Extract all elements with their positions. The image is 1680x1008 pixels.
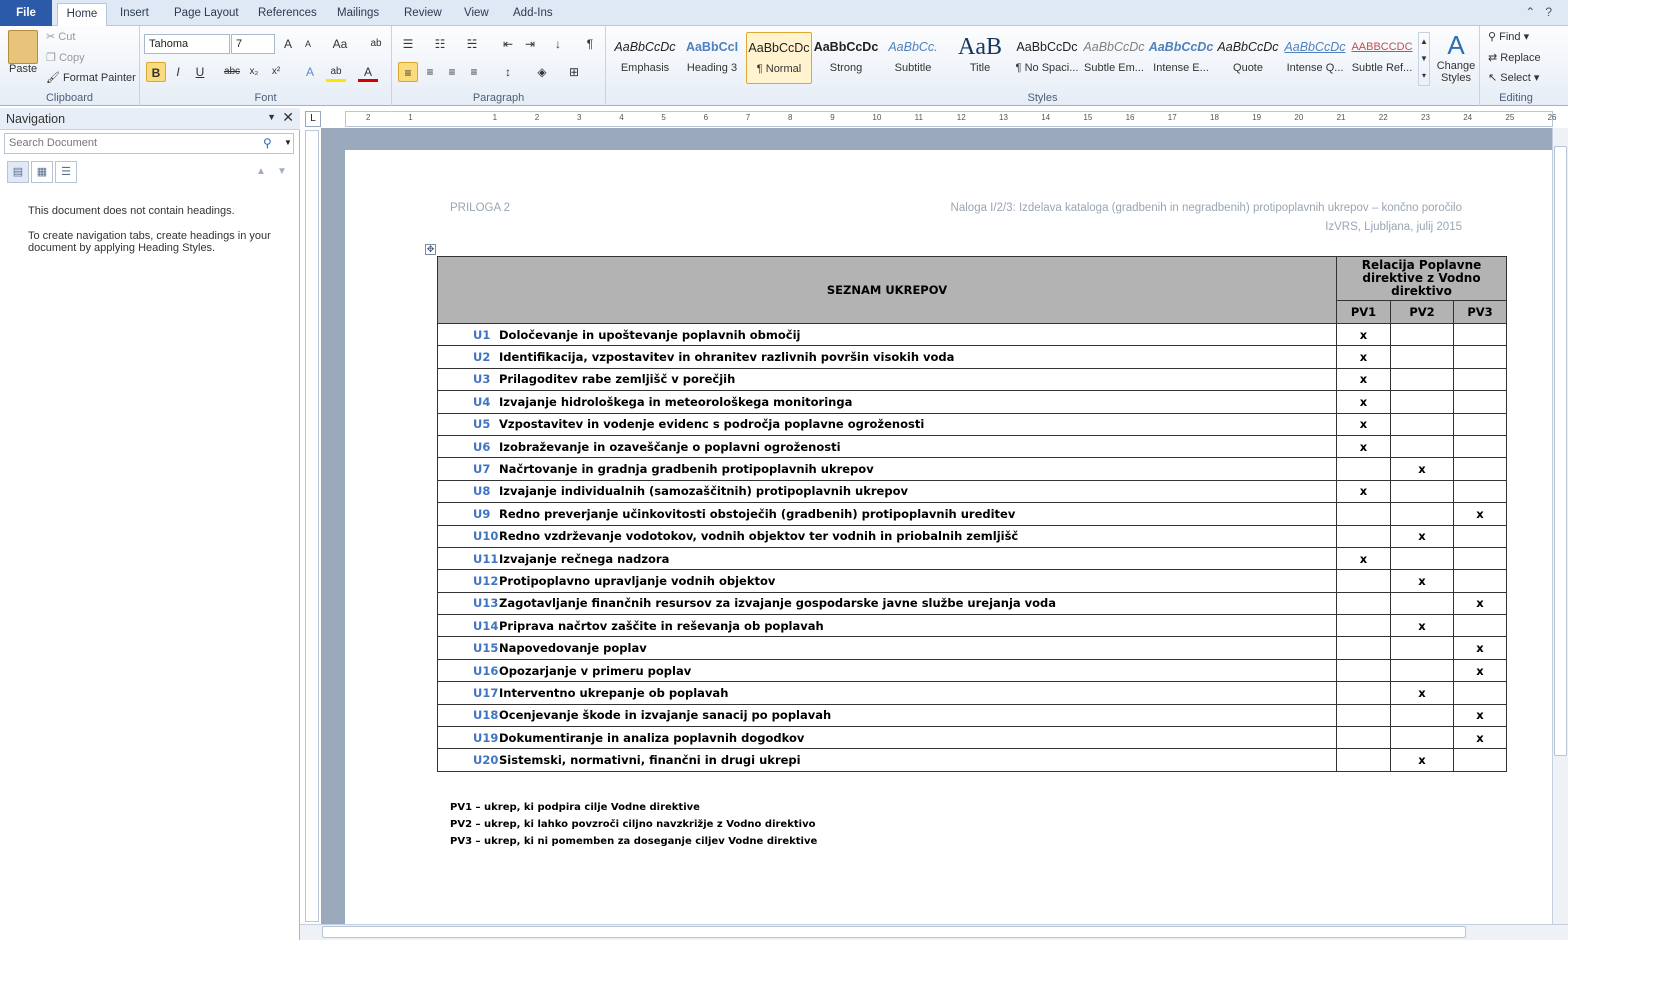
pv1-cell: x (1337, 346, 1391, 368)
style-subtle-emphasis[interactable]: AaBbCcDc Subtle Em... (1083, 40, 1145, 74)
close-icon[interactable]: ✕ (282, 109, 294, 125)
measure-code: U3 (473, 372, 491, 387)
pv2-cell (1391, 480, 1454, 502)
measure-cell (438, 458, 1337, 480)
justify-icon[interactable]: ≡ (470, 65, 478, 79)
pv3-cell (1454, 749, 1507, 771)
pv2-cell (1391, 659, 1454, 681)
pv1-header: PV1 (1337, 301, 1391, 324)
browse-headings-icon[interactable]: ▤ (7, 161, 29, 183)
tab-page-layout[interactable]: Page Layout (174, 7, 239, 19)
pv3-cell (1454, 458, 1507, 480)
ruler-tick: 3 (577, 113, 582, 122)
table-row (438, 704, 1507, 726)
ruler-tick: 16 (1125, 113, 1135, 122)
pv3-cell (1454, 391, 1507, 413)
measure-cell (438, 659, 1337, 681)
styles-scroll[interactable]: ▲ ▼ ▾ (1418, 32, 1430, 86)
ruler-tick: 9 (830, 113, 835, 122)
pv1-cell (1337, 704, 1391, 726)
measure-code: U10 (473, 529, 499, 544)
copy-icon: ❐ (46, 52, 56, 64)
document-page[interactable] (345, 150, 1552, 940)
measure-title: Izvajanje individualnih (samozaščitnih) protipoplavnih ukrepov (499, 484, 908, 499)
clipboard-group (0, 26, 140, 106)
measure-cell (438, 346, 1337, 368)
measure-title: Protipoplavno upravljanje vodnih objektov (499, 573, 776, 588)
pv3-cell: x (1454, 637, 1507, 659)
table-row (438, 615, 1507, 637)
measure-cell (438, 391, 1337, 413)
style-intense-quote[interactable]: AaBbCcDc Intense Q... (1284, 40, 1346, 74)
table-row (438, 391, 1507, 413)
ruler-tick: 14 (1041, 113, 1051, 122)
font-group (140, 26, 392, 106)
style-heading-3[interactable]: AaBbCcI Heading 3 (685, 40, 739, 74)
measure-title: Redno vzdrževanje vodotokov, vodnih objektov ter vodnih in priobalnih zemljišč (499, 529, 1019, 544)
align-center-icon[interactable]: ≡ (426, 65, 434, 79)
measure-cell (438, 525, 1337, 547)
ruler-tick: 10 (872, 113, 882, 122)
grow-font-icon[interactable]: A (283, 37, 292, 51)
search-input[interactable]: Search Document (4, 133, 294, 154)
pilcrow-icon[interactable]: ¶ (586, 37, 594, 51)
tab-insert[interactable]: Insert (120, 7, 149, 19)
pv2-cell: x (1391, 615, 1454, 637)
style-no-spacing[interactable]: AaBbCcDc ¶ No Spaci... (1015, 40, 1079, 74)
table-row (438, 324, 1507, 346)
window-controls[interactable] (1525, 5, 1562, 19)
tab-home[interactable]: Home (57, 3, 107, 27)
measure-title: Napovedovanje poplav (499, 641, 647, 656)
superscript-icon[interactable]: x² (271, 66, 281, 77)
measure-title: Zagotavljanje finančnih resursov za izvajanje gospodarske javne službe urejanja voda (499, 596, 1057, 611)
ribbon-tabs (0, 0, 1568, 26)
font-family-select[interactable]: Tahoma (144, 34, 230, 54)
measure-cell (438, 592, 1337, 614)
measure-code: U12 (473, 573, 499, 588)
ruler-tick: 15 (1083, 113, 1093, 122)
pv2-cell (1391, 391, 1454, 413)
table-title-cell: SEZNAM UKREPOV (438, 257, 1337, 324)
measure-code: U4 (473, 394, 491, 409)
measure-cell (438, 368, 1337, 390)
measures-table (437, 256, 1507, 772)
change-case-icon[interactable]: Aa (332, 37, 348, 51)
ruler-tick: 22 (1378, 113, 1388, 122)
editing-group (1480, 26, 1552, 106)
header-left: PRILOGA 2 (450, 202, 511, 214)
measure-title: Prilagoditev rabe zemljišč v porečjih (499, 372, 736, 387)
pv2-cell: x (1391, 525, 1454, 547)
navigation-header (0, 108, 300, 130)
pv1-cell: x (1337, 368, 1391, 390)
pv1-cell (1337, 637, 1391, 659)
vertical-scroll-thumb[interactable] (1554, 146, 1567, 756)
table-body (438, 324, 1507, 772)
horizontal-scroll-thumb[interactable] (322, 926, 1466, 938)
table-row (438, 368, 1507, 390)
pv3-header: PV3 (1454, 301, 1507, 324)
measure-code: U19 (473, 730, 499, 745)
decrease-indent-icon[interactable]: ⇤ (502, 37, 514, 51)
highlight-icon[interactable]: ab (326, 62, 346, 82)
pv3-cell (1454, 324, 1507, 346)
pv2-cell: x (1391, 458, 1454, 480)
pv3-cell (1454, 547, 1507, 569)
pv3-cell (1454, 413, 1507, 435)
replace-button[interactable]: ⇄ Replace (1488, 52, 1541, 64)
ruler-tick: 7 (745, 113, 751, 122)
style-intense-emphasis[interactable]: AaBbCcDc Intense E... (1148, 40, 1214, 74)
measure-cell (438, 749, 1337, 771)
measure-cell (438, 570, 1337, 592)
ruler-tick: 20 (1294, 113, 1304, 122)
tab-mailings[interactable]: Mailings (337, 7, 380, 19)
font-size-select[interactable]: 7 (231, 34, 275, 54)
table-row (438, 637, 1507, 659)
pv2-cell (1391, 503, 1454, 525)
measure-cell (438, 324, 1337, 346)
pv2-cell: x (1391, 682, 1454, 704)
borders-icon[interactable]: ⊞ (568, 65, 580, 79)
pv1-cell (1337, 503, 1391, 525)
font-color-icon[interactable]: A (358, 62, 378, 82)
table-row (438, 547, 1507, 569)
pv3-cell: x (1454, 704, 1507, 726)
italic-icon[interactable]: I (176, 65, 180, 79)
pv1-cell: x (1337, 480, 1391, 502)
nav-down-icon[interactable]: ▼ (277, 166, 287, 177)
measure-title: Določevanje in upoštevanje poplavnih območij (499, 327, 801, 342)
measure-cell (438, 637, 1337, 659)
pv1-cell: x (1337, 413, 1391, 435)
measure-cell (438, 480, 1337, 502)
pv3-cell: x (1454, 503, 1507, 525)
align-left-icon[interactable]: ≡ (398, 62, 418, 82)
pv1-cell: x (1337, 324, 1391, 346)
paste-icon[interactable] (8, 30, 38, 64)
document-workspace (321, 128, 1552, 925)
style-emphasis[interactable]: AaBbCcDc Emphasis (614, 40, 676, 74)
shading-icon[interactable]: ◈ (537, 65, 547, 79)
ruler-tick: 1 (492, 113, 498, 122)
table-row (438, 413, 1507, 435)
line-spacing-icon[interactable]: ↕ (505, 65, 511, 79)
pv3-cell (1454, 368, 1507, 390)
nav-message-line-2: To create navigation tabs, create headings in your document by applying Heading Styles. (28, 230, 271, 254)
pv1-cell (1337, 525, 1391, 547)
style-title[interactable]: AaB Title (958, 34, 1002, 74)
table-row (438, 727, 1507, 749)
strikethrough-icon[interactable]: abc (223, 66, 241, 77)
measure-code: U18 (473, 708, 499, 723)
measure-code: U20 (473, 753, 499, 768)
measure-title: Ocenjevanje škode in izvajanje sanacij po poplavah (499, 708, 832, 723)
measure-code: U16 (473, 663, 499, 678)
pv1-cell (1337, 570, 1391, 592)
legend-pv1: PV1 – ukrep, ki podpira cilje Vodne direktive (450, 802, 700, 813)
measure-title: Izvajanje rečnega nadzora (499, 551, 670, 566)
pv1-cell: x (1337, 435, 1391, 457)
pv1-cell (1337, 749, 1391, 771)
table-row (438, 458, 1507, 480)
pv1-cell (1337, 458, 1391, 480)
table-move-handle-icon[interactable]: ✥ (426, 244, 435, 254)
ruler-tick: 1 (408, 113, 413, 122)
binoculars-icon: ⚲ (1488, 31, 1497, 43)
nav-view-tabs (7, 161, 79, 185)
ruler-tick: 12 (956, 113, 966, 122)
navigation-message (28, 205, 288, 254)
brush-icon: 🖌 (46, 72, 60, 84)
change-styles-icon: A (1447, 30, 1465, 60)
measure-title: Identifikacija, vzpostavitev in ohranitev razlivnih površin visokih voda (499, 350, 955, 365)
find-button[interactable]: ⚲ Find ▾ (1488, 31, 1530, 43)
style-quote[interactable]: AaBbCcDc Quote (1217, 40, 1279, 74)
style-normal[interactable]: AaBbCcDc ¶ Normal (746, 32, 812, 84)
tab-view[interactable]: View (464, 7, 489, 19)
pv2-cell (1391, 547, 1454, 569)
browse-pages-icon[interactable]: ▦ (31, 161, 53, 183)
pv3-cell (1454, 346, 1507, 368)
measure-cell (438, 503, 1337, 525)
measure-title: Opozarjanje v primeru poplav (499, 663, 692, 678)
relation-header-cell: Relacija Poplavne direktive z Vodno direktivo (1337, 257, 1507, 301)
numbering-icon[interactable]: ☷ (434, 37, 446, 51)
measure-code: U17 (473, 685, 499, 700)
multilevel-list-icon[interactable]: ☵ (466, 37, 478, 51)
ruler-tick: 17 (1167, 113, 1177, 122)
nav-message-line-1: This document does not contain headings. (28, 205, 235, 217)
pv3-cell (1454, 682, 1507, 704)
table-row (438, 659, 1507, 681)
measure-cell (438, 413, 1337, 435)
pv1-cell: x (1337, 547, 1391, 569)
text-effects-icon[interactable]: A (305, 65, 314, 79)
measure-code: U15 (473, 641, 499, 656)
ruler-tick: 2 (534, 113, 540, 122)
ruler-tick: 23 (1421, 113, 1430, 122)
pv1-cell: x (1337, 391, 1391, 413)
header-right-line-2: IzVRS, Ljubljana, julij 2015 (1325, 221, 1462, 233)
pv3-cell (1454, 435, 1507, 457)
measure-title: Redno preverjanje učinkovitosti obstoječih (gradbenih) protipoplavnih ureditev (499, 506, 1016, 521)
measure-code: U11 (473, 551, 499, 566)
navigation-pane (0, 108, 300, 940)
format-painter-button[interactable]: 🖌 Format Painter (46, 72, 136, 84)
tab-review[interactable]: Review (404, 7, 442, 19)
select-button[interactable]: ↖ Select ▾ (1488, 72, 1540, 84)
copy-button[interactable]: ❐ Copy (46, 52, 85, 64)
measure-code: U14 (473, 618, 499, 633)
ribbon (0, 26, 1568, 106)
scissors-icon: ✂ (46, 31, 56, 43)
pv2-cell (1391, 324, 1454, 346)
nav-up-icon[interactable]: ▲ (256, 166, 266, 177)
measure-cell (438, 435, 1337, 457)
measure-cell (438, 615, 1337, 637)
horizontal-scrollbar[interactable] (300, 924, 1568, 940)
table-row (438, 503, 1507, 525)
pv2-cell (1391, 368, 1454, 390)
ruler-tick: 2 (366, 113, 371, 122)
subscript-icon[interactable]: x₂ (249, 66, 259, 77)
measure-cell (438, 727, 1337, 749)
table-row (438, 435, 1507, 457)
ruler-tick: 18 (1210, 113, 1219, 122)
help-icon[interactable]: ? (1545, 5, 1562, 19)
tab-selector[interactable]: L (305, 111, 321, 127)
measure-title: Načrtovanje in gradnja gradbenih protipoplavnih ukrepov (499, 462, 874, 477)
table-row (438, 682, 1507, 704)
pv3-cell: x (1454, 592, 1507, 614)
paragraph-label: Paragraph (472, 92, 525, 104)
pv2-cell (1391, 704, 1454, 726)
styles-label: Styles (1027, 92, 1058, 104)
tab-add-ins[interactable]: Add-Ins (513, 7, 553, 19)
pv1-cell (1337, 615, 1391, 637)
horizontal-ruler[interactable] (345, 111, 1557, 127)
legend-pv3: PV3 – ukrep, ki ni pomemben za doseganje ciljev Vodne direktive (450, 836, 818, 847)
align-right-icon[interactable]: ≡ (448, 65, 456, 79)
pv2-cell (1391, 346, 1454, 368)
sort-icon[interactable]: ↓ (555, 37, 561, 51)
measure-code: U1 (473, 327, 491, 342)
measure-cell (438, 682, 1337, 704)
ruler-tick: 13 (999, 113, 1008, 122)
table-row (438, 749, 1507, 771)
pv3-cell (1454, 615, 1507, 637)
pv1-cell (1337, 682, 1391, 704)
ruler-tick: 21 (1336, 113, 1346, 122)
replace-icon: ⇄ (1488, 52, 1498, 64)
ruler-tick: 8 (788, 113, 793, 122)
measure-title: Izvajanje hidrološkega in meteorološkega monitoringa (499, 394, 853, 409)
pv2-cell (1391, 592, 1454, 614)
font-label: Font (254, 92, 277, 104)
pv1-cell (1337, 592, 1391, 614)
paragraph-group (392, 26, 606, 106)
ruler-tick: 4 (619, 113, 624, 122)
table-row (438, 346, 1507, 368)
minimize-ribbon-icon[interactable]: ⌃ (1525, 5, 1546, 19)
cut-button[interactable]: ✂ Cut (46, 31, 76, 43)
paste-button[interactable]: Paste (9, 63, 38, 75)
nav-options-icon[interactable]: ▼ (267, 112, 276, 122)
ruler-tick: 5 (661, 113, 666, 122)
table-row (438, 592, 1507, 614)
browse-results-icon[interactable]: ☰ (55, 161, 77, 183)
table-row (438, 570, 1507, 592)
underline-icon[interactable]: U (195, 65, 205, 79)
ruler-tick: 11 (914, 113, 923, 122)
measure-code: U5 (473, 417, 491, 432)
pv3-cell: x (1454, 727, 1507, 749)
search-icon[interactable]: ⚲ (263, 136, 272, 150)
editing-label: Editing (1499, 92, 1533, 104)
ruler-tick: 26 (1547, 113, 1557, 122)
legend-pv2: PV2 – ukrep, ki lahko povzroči ciljno navzkrižje z Vodno direktivo (450, 819, 816, 830)
measure-cell (438, 547, 1337, 569)
change-styles-button[interactable]: A Change Styles (1436, 30, 1476, 84)
bullets-icon[interactable]: ☰ (402, 37, 414, 51)
pv1-cell (1337, 659, 1391, 681)
measure-title: Dokumentiranje in analiza poplavnih dogodkov (499, 730, 805, 745)
measure-code: U7 (473, 462, 491, 477)
search-options-icon[interactable]: ▼ (284, 138, 292, 147)
measure-title: Sistemski, normativni, finančni in drugi ukrepi (499, 753, 801, 768)
pv1-cell (1337, 727, 1391, 749)
increase-indent-icon[interactable]: ⇥ (524, 37, 536, 51)
measure-code: U2 (473, 350, 491, 365)
styles-group (606, 26, 1480, 106)
style-subtle-reference[interactable]: AABBCCDC Subtle Ref... (1351, 41, 1413, 74)
style-strong[interactable]: AaBbCcDc Strong (813, 40, 879, 74)
measure-code: U13 (473, 596, 499, 611)
pv2-cell (1391, 727, 1454, 749)
clipboard-label: Clipboard (45, 92, 94, 104)
tab-references[interactable]: References (258, 7, 317, 19)
pv2-cell (1391, 435, 1454, 457)
measure-code: U6 (473, 439, 491, 454)
pv3-cell (1454, 570, 1507, 592)
shrink-font-icon[interactable]: A (304, 39, 311, 49)
measure-code: U9 (473, 506, 491, 521)
header-right-line-1: Naloga I/2/3: Izdelava kataloga (gradbenih in negradbenih) protipoplavnih ukrepov – končno poročilo (950, 202, 1462, 214)
pv2-header: PV2 (1391, 301, 1454, 324)
measure-cell (438, 704, 1337, 726)
pv2-cell (1391, 637, 1454, 659)
measure-title: Interventno ukrepanje ob poplavah (499, 685, 729, 700)
ruler-tick: 24 (1463, 113, 1473, 122)
pv3-cell (1454, 525, 1507, 547)
measure-title: Vzpostavitev in vodenje evidenc s področja poplavne ogroženosti (499, 417, 925, 432)
bold-icon[interactable]: B (146, 62, 166, 82)
ruler-tick: 6 (703, 113, 709, 122)
table-row (438, 525, 1507, 547)
measure-title: Priprava načrtov zaščite in reševanja ob poplavah (499, 618, 824, 633)
measure-code: U8 (473, 484, 491, 499)
ruler-tick: 19 (1252, 113, 1262, 122)
table-row (438, 480, 1507, 502)
pv3-cell (1454, 480, 1507, 502)
clear-format-icon[interactable]: ab (370, 38, 382, 49)
pv2-cell: x (1391, 570, 1454, 592)
style-subtitle[interactable]: AaBbCc. Subtitle (888, 40, 938, 74)
measure-title: Izobraževanje in ozaveščanje o poplavni ogroženosti (499, 439, 841, 454)
pv2-cell: x (1391, 749, 1454, 771)
vertical-ruler[interactable] (305, 130, 319, 922)
ruler-tick: 25 (1505, 113, 1515, 122)
cursor-icon: ↖ (1488, 72, 1498, 84)
pv3-cell: x (1454, 659, 1507, 681)
navigation-title: Navigation (6, 112, 66, 126)
tab-file[interactable]: File (0, 0, 52, 26)
pv2-cell (1391, 413, 1454, 435)
vertical-scrollbar[interactable] (1552, 128, 1568, 925)
